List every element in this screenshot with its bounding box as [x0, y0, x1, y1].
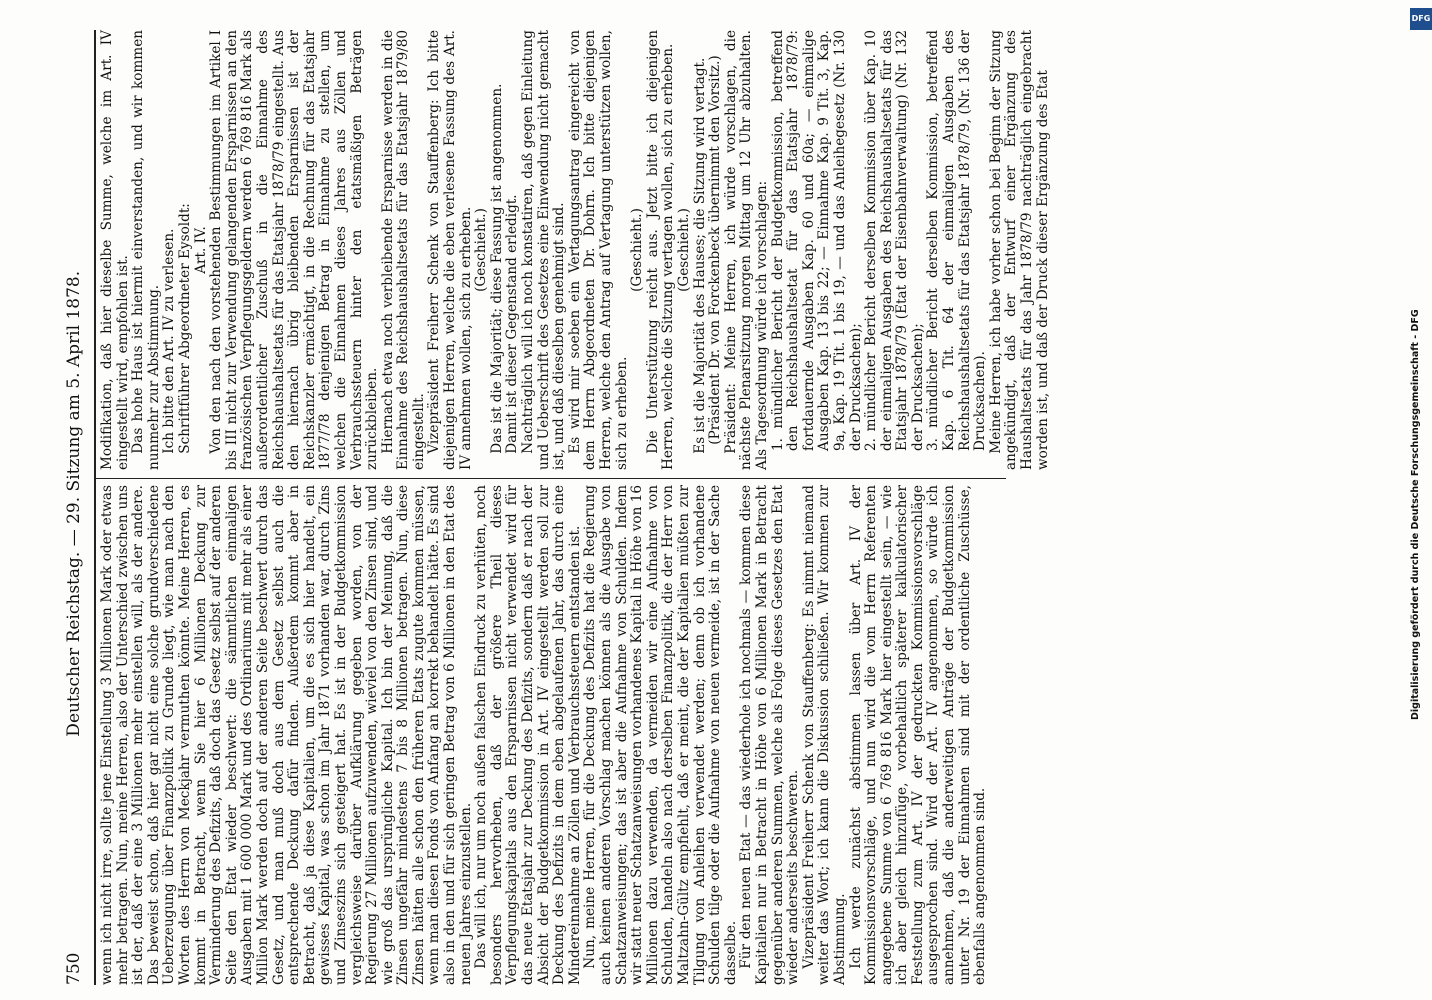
- left-paragraph: Für den neuen Etat — das wiederhole ich nochmals — kommen diese Kapitalien nur in Betracht in Höhe von 6 Millionen Mark in Betracht gegenüber anderen Summen, welche als Folge dieses Gesetzes den Etat wieder anderseits beschweren.: [738, 485, 802, 985]
- speaker-line: Schriftführer Abgeordneter Eysoldt:: [176, 203, 193, 454]
- agenda-list: [771, 30, 989, 470]
- right-paragraph: Meine Herren, ich habe vorher schon bei Beginn der Sitzung angekündigt, daß der Entwurf einer Ergänzung des Haushaltsetats für das Jahr 1878/79 nachträglich eingebracht worden ist, und daß der Druck dieser Ergänzung des Etat: [987, 30, 1051, 470]
- article-text: Hiernach etwa noch verbleibende Ersparnisse werden in die Einnahme des Reichshaushaltsetats für das Etatsjahr 1879/80 eingestellt.: [379, 30, 427, 470]
- right-column: [99, 30, 1051, 470]
- right-paragraph: Modifikation, daß hier dieselbe Summe, welche im Art. IV eingestellt wird, empfohlen ist.: [99, 30, 131, 470]
- stage-note: (Geschieht.): [675, 208, 692, 292]
- left-paragraph: Ich werde zunächst abstimmen lassen über Art. IV der Kommissionsvorschläge, und nun wird die vom Herrn Referenten angegebene Summe von 6 769 816 Mark hier eingestellt sein, — wie ich aber gleich hinzufüge, vorbehaltlich späterer kalkulatorischer Feststellung zum Art. IV der gedruckten Kommissionsvorschläge ausgesprochen sind. Wird der Art. IV angenommen, so würde ich annehmen, daß die anderweitigen Anträge der Budgetkommission unter Nr. 19 der Einnahmen sind mit der ordentliche Zuschüsse, ebenfalls angenommen sind.: [847, 485, 989, 985]
- article-heading: Art. IV.: [192, 226, 209, 274]
- article-text: Von den nach den vorstehenden Bestimmungen im Artikel I bis III nicht zur Verwendung gelangenden Ersparnissen an den französischen Verpflegungsgeldern werden 6 769 816 Mark als außerordentlicher Zuschuß in die Einnahme des Reichshaushaltsetats für das Etatsjahr 1878/79 eingestellt. Aus den hiernach übrig bleibenden Ersparnissen ist der Reichskanzler ermächtigt, in die Rechnung für das Etatsjahr 1877/78 denjenigen Betrag in Einnahme zu stellen, um welchen die Einnahmen dieses Jahres aus Zöllen und Verbrauchssteuern hinter den etatsmäßigen Beträgen zurückbleiben.: [208, 30, 381, 470]
- digitization-note: [1410, 20, 1426, 720]
- right-paragraph: Es wird mir soeben ein Vertagungsantrag eingereicht von dem Herrn Abgeordneten Dr. Dohrn. Ich bitte diejenigen Herren, welche den Antrag auf Vertagung unterstützen wollen, sich zu erheben.: [566, 30, 630, 470]
- right-paragraph: Damit ist dieser Gegenstand erledigt.: [504, 194, 521, 454]
- header-title: Deutscher Reichstag. — 29. Sitzung am 5. April 1878.: [64, 270, 84, 737]
- right-paragraph: Das ist die Majorität; diese Fassung ist angenommen.: [488, 83, 505, 454]
- stage-note: (Geschieht.): [629, 208, 646, 292]
- right-paragraph: Vizepräsident Freiherr Schenk von Stauffenberg: Ich bitte diejenigen Herren, welche die eben verlesene Fassung des Art. IV annehmen wollen, sich zu erheben.: [426, 30, 474, 470]
- left-paragraph: wenn ich nicht irre, sollte jene Einstellung 3 Millionen Mark oder etwas mehr betragen. Nun, meine Herren, also der Unterschied zwischen uns ist der, daß der eine 3 Millionen mehr einstellen will, als der andere. Das beweist schon, daß hier gar nicht eine solche grundverschiedene Ueberzeugung über Finanzpolitik zu Grunde liegt, wie man nach den Worten des Herrn von Meckjahr vermuthen könnte. Meine Herren, es kommt in Betracht, wenn Sie hier 6 Millionen Deckung zur Verminderung des Defizits, daß doch das Gesetz selbst auf der anderen Seite den Etat wieder beschwert: die sämmtlichen einmaligen Ausgaben mit 1 600 000 Mark und des Ordinariums mit mehr als einer Million Mark werden doch auf der anderen Seite beschwert durch das Gesetz, und man muß doch aus dem Gesetz selbst auch die entsprechende Deckung dafür finden. Außerdem kommt aber in Betracht, daß ja diese Kapitalien, um die es sich hier handelt, ein gewisses Kapital, was schon im Jahr 1871 vorhanden war, durch Zins und Zinseszins sich gesteigert hat. Es ist in der Budgetkommission vergleichsweise darüber Aufklärung gegeben worden, von der Regierung 27 Millionen aufzuwenden, wieviel von den Zinsen sind, und wie groß das ursprüngliche Kapital. Ich bin der Meinung, daß die Zinsen ungefähr mindestens 7 bis 8 Millionen betragen. Nun, diese Zinsen hätten alle schon den früheren Etats zugute kommen müssen, wenn man diesen Fonds von Anfang an korrekt behandelt hätte. Es sind also in den und für sich geringen Betrag von 6 Millionen in den Etat des neuen Jahres einzustellen.: [99, 485, 474, 985]
- agenda-item: 2. mündlicher Bericht derselben Kommission über Kap. 10 der einmaligen Ausgaben des Reichshaushaltsetats für das Etatsjahr 1878/79 (Etat der Eisenbahnverwaltung) (Nr. 132 der Drucksachen);: [863, 30, 926, 451]
- left-paragraph: Vizepräsident Freiherr Schenk von Stauffenberg: Es nimmt niemand weiter das Wort; ich kann die Diskussion schließen. Wir kommen zur Abstimmung.: [800, 485, 848, 985]
- stage-note: (Geschieht.): [473, 208, 490, 292]
- page-number: 750: [64, 952, 84, 985]
- right-paragraph: Nachträglich will ich noch konstatiren, daß gegen Einleitung und Ueberschrift des Gesetzes eine Einwendung nicht gemacht ist, und daß dieselben genehmigt sind.: [520, 30, 568, 470]
- stage-note: (Präsident Dr. von Forckenbeck übernimmt den Vorsitz.): [707, 55, 724, 445]
- agenda-item: 3. mündlicher Bericht derselben Kommission, betreffend Kap. 6 Tit. 64 der einmaligen Ausgaben des Reichshaushaltsetats für das Etatsjahr 1878/79, (Nr. 136 der Drucksachen).: [925, 30, 989, 451]
- right-paragraph: Das hohe Haus ist hiermit einverstanden, und wir kommen nunmehr zur Abstimmung.: [130, 30, 162, 470]
- right-paragraph: Präsident: Meine Herren, ich würde vorschlagen, die nächste Plenarsitzung morgen Mittag um 12 Uhr abzuhalten. Als Tagesordnung würde ich vorschlagen:: [722, 30, 770, 470]
- right-paragraph: Ich bitte den Art. IV zu verlesen.: [161, 228, 178, 454]
- right-paragraph: Die Unterstützung reicht aus. Jetzt bitte ich diejenigen Herren, welche die Sitzung vertagen wollen, sich zu erheben.: [644, 30, 677, 470]
- right-paragraph: Es ist die Majorität des Hauses; die Sitzung wird vertagt.: [691, 57, 708, 454]
- left-paragraph: Nun, meine Herren, für die Deckung des Defizits hat die Regierung auch keinen anderen Vorschlag machen können als die Ausgabe von Schatzanweisungen; das ist aber die Aufnahme von Schulden. Indem wir statt neuer Schatzanweisungen vorhandenes Kapital in Höhe von 16 Millionen dazu verwenden, da vermeiden wir eine Aufnahme von Schulden, handeln also nach derselben Finanzpolitik, die der Herr von Maltzahn-Gültz empfiehlt, daß er meint, die der Kapitalien müßten zur Tilgung von Anleihen verwendet werden; denn ob ich vorhandene Schulden tilge oder die Aufnahme von neuen vermeide, ist in der Sache dasselbe.: [582, 485, 739, 985]
- column-divider: [96, 478, 1006, 479]
- dfg-logo: DFG: [1410, 8, 1432, 30]
- left-paragraph: Das will ich, nur um noch außen falschen Eindruck zu verhüten, noch besonders hervorheben, daß der größere Theil dieses Verpflegungskapitals aus den Ersparnissen nicht verwendet wird für das neue Etatsjahr zur Deckung des Defizits, sondern daß er nach der Absicht der Budgetkommission in Art. IV eingestellt werden soll zur Deckung des Defizits in dem eben abgelaufenen Jahr, das durch eine Mindereinnahme an Zöllen und Verbrauchssteuern entstanden ist.: [473, 485, 583, 985]
- running-header: [64, 15, 94, 985]
- agenda-item: 1. mündlicher Bericht der Budgetkommission, betreffend den Reichshaushaltsetat für das Etatsjahr 1878/79: fortdauernde Ausgaben Kap. 60 und 60a; — einmalige Ausgaben Kap. 13 bis 22; — Einnahme Kap. 9 Tit. 3, Kap. 9a, Kap. 19 Tit. 1 bis 19, — und das Anleihegesetz (Nr. 130 der Drucksachen);: [769, 30, 864, 451]
- header-rule: [94, 30, 96, 985]
- digitization-text: Digitalisierung gefördert durch die Deutsche Forschungsgemeinschaft - DFG: [1410, 309, 1421, 720]
- left-column: [99, 485, 989, 985]
